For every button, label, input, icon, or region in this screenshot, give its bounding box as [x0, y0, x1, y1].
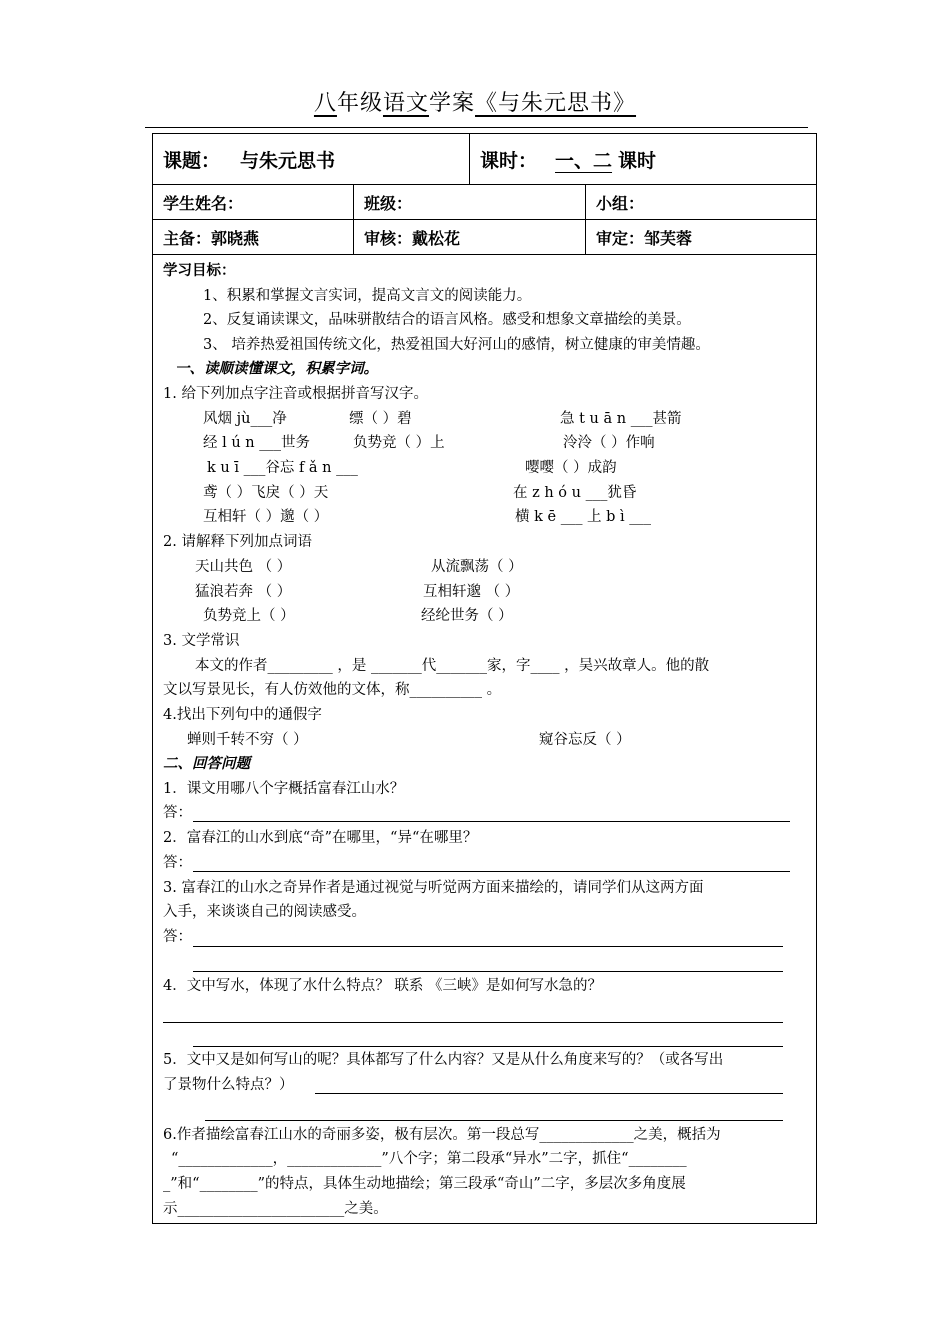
question-2-5-cont: 了景物什么特点？） — [163, 1077, 294, 1093]
title-type: 学案 — [429, 91, 476, 116]
title-grade: 八 — [313, 91, 337, 116]
pinyin-item[interactable]: 嘤嘤（ ）成韵 — [525, 460, 617, 476]
question-2-6-cont[interactable]: “_____________，_____________”八个字；第二段承“异水”二字，抓住“________ — [171, 1151, 687, 1167]
pinyin-item[interactable]: 鸢（ ）飞戾（ ）天 — [203, 485, 329, 501]
goals-heading: 学习目标： — [163, 262, 236, 279]
period-suffix: 课时 — [618, 149, 657, 172]
group-label: 小组： — [596, 193, 645, 213]
variant-item[interactable]: 窥谷忘反（ ） — [539, 732, 631, 748]
group-cell[interactable] — [585, 185, 816, 219]
question-1: 1. 给下列加点字注音或根据拼音写汉字。 — [163, 386, 428, 402]
pinyin-item[interactable]: 泠泠（ ）作响 — [563, 435, 655, 451]
pinyin-item[interactable]: 风烟 jù___净 — [203, 411, 287, 427]
answer-line[interactable] — [193, 971, 783, 972]
question-2-5: 5．文中又是如何写山的呢？具体都写了什么内容？又是从什么角度来写的？（或各写出 — [163, 1052, 724, 1068]
goal-item: 2、反复诵读课文，品味骈散结合的语言风格。感受和想象文章描绘的美景。 — [203, 312, 691, 328]
title-lesson: 《与朱元思书》 — [475, 91, 637, 116]
goal-item: 1、积累和掌握文言实词，提高文言文的阅读能力。 — [203, 288, 532, 304]
worksheet-table — [152, 133, 817, 1224]
author-cell — [153, 220, 353, 254]
explain-item[interactable]: 互相轩邈 （ ） — [423, 584, 520, 600]
answer-label: 答： — [163, 855, 192, 871]
question-2: 2. 请解释下列加点词语 — [163, 534, 312, 550]
pinyin-item[interactable]: 缥（ ）碧 — [349, 411, 412, 427]
question-2-2: 2．富春江的山水到底“奇”在哪里，“异“在哪里？ — [163, 830, 478, 846]
pinyin-item[interactable]: 经 l ú n ___世务 — [203, 435, 311, 451]
student-name-label: 学生姓名： — [163, 193, 244, 213]
question-2-6[interactable]: 6.作者描绘富春江山水的奇丽多姿，极有层次。第一段总写_____________之美，概括为 — [163, 1127, 721, 1143]
class-cell[interactable] — [353, 185, 585, 219]
pinyin-item[interactable]: 互相轩（ ）邈（ ） — [203, 509, 329, 525]
pinyin-item[interactable]: k u ī ___谷忘 f ǎ n ___ — [207, 460, 358, 476]
literature-line[interactable]: 本文的作者_________ ，是 _______代_______家，字____ ，吴兴故章人。他的散 — [195, 658, 710, 674]
page-title — [0, 86, 950, 117]
pinyin-item[interactable]: 负势竞（ ）上 — [353, 435, 445, 451]
question-3: 3. 文学常识 — [163, 633, 240, 649]
question-4: 4.找出下列句中的通假字 — [163, 707, 322, 723]
staff-row — [153, 220, 816, 255]
answer-line[interactable] — [315, 1093, 783, 1094]
explain-item[interactable]: 经纶世务（ ） — [421, 608, 513, 624]
topic-row — [153, 134, 816, 185]
question-2-3: 3. 富春江的山水之奇异作者是通过视觉与听觉两方面来描绘的，请同学们从这两方面 — [163, 880, 704, 896]
goal-item: 3、 培养热爱祖国传统文化，热爱祖国大好河山的感情，树立健康的审美情趣。 — [203, 337, 710, 353]
pinyin-item[interactable]: 在 z h ó u ___犹昏 — [513, 485, 637, 501]
literature-line[interactable]: 文以写景见长，有人仿效他的文体，称__________ 。 — [163, 682, 502, 698]
student-row — [153, 185, 816, 220]
period-cell — [469, 134, 816, 184]
answer-line[interactable] — [193, 1046, 783, 1047]
topic-cell — [153, 134, 469, 184]
title-divider — [145, 127, 808, 128]
class-label: 班级： — [364, 193, 413, 213]
approver-cell — [585, 220, 816, 254]
answer-line[interactable] — [205, 1120, 783, 1121]
author-label: 主备：郭晓燕 — [163, 228, 260, 248]
explain-item[interactable]: 负势竞上（ ） — [203, 608, 295, 624]
student-name-cell[interactable] — [153, 185, 353, 219]
question-2-6-cont[interactable]: 示_______________________之美。 — [163, 1201, 388, 1217]
explain-item[interactable]: 猛浪若奔 （ ） — [195, 584, 292, 600]
answer-line[interactable] — [193, 821, 790, 822]
reviewer-label: 审核：戴松花 — [364, 228, 461, 248]
reviewer-cell — [353, 220, 585, 254]
explain-item[interactable]: 天山共色 （ ） — [195, 559, 292, 575]
part2-heading: 二、回答问题 — [163, 755, 250, 772]
question-2-6-cont[interactable]: _”和“________”的特点，具体生动地描绘；第三段承“奇山”二字，多层次多角度展 — [163, 1176, 686, 1192]
title-grade-suffix: 年级 — [336, 91, 383, 116]
question-2-4: 4．文中写水，体现了水什么特点？ 联系 《三峡》是如何写水急的？ — [163, 978, 602, 994]
answer-line[interactable] — [193, 946, 783, 947]
topic-label: 课题： — [163, 149, 221, 172]
period-value: 一、二 — [555, 149, 613, 172]
approver-label: 审定：邹芙蓉 — [596, 228, 693, 248]
period-label: 课时： — [480, 149, 538, 172]
pinyin-item[interactable]: 横 k ē ___ 上 b ì ___ — [515, 509, 652, 525]
part1-heading: 一、读顺读懂课文，积累字词。 — [175, 360, 378, 377]
answer-line[interactable] — [163, 1022, 783, 1023]
topic-value: 与朱元思书 — [240, 149, 336, 172]
question-2-1: 1．课文用哪八个字概括富春江山水？ — [163, 781, 405, 797]
title-subject: 语文 — [382, 91, 429, 116]
pinyin-item[interactable]: 急 t u ā n ___甚箭 — [560, 411, 682, 427]
question-2-3-cont: 入手，来谈谈自己的阅读感受。 — [163, 904, 366, 920]
explain-item[interactable]: 从流飘荡（ ） — [431, 559, 523, 575]
answer-label: 答： — [163, 805, 192, 821]
answer-label: 答： — [163, 929, 192, 945]
answer-line[interactable] — [193, 871, 790, 872]
variant-item[interactable]: 蝉则千转不穷（ ） — [187, 732, 308, 748]
